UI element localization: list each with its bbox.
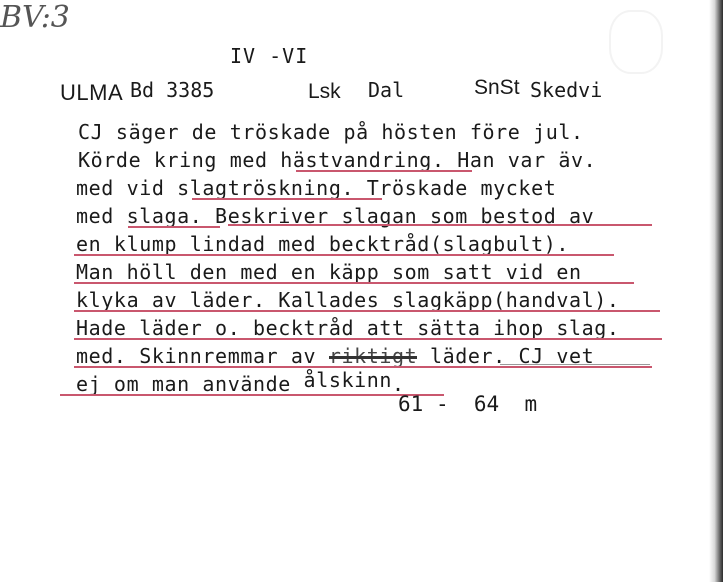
body-line-10-start: ej om man använde xyxy=(76,372,304,396)
body-line-9-end: läder. CJ vet xyxy=(417,344,595,368)
body-line-2: Körde kring med hästvandring. Han var äv. xyxy=(78,148,597,172)
parish-name: Skedvi xyxy=(530,78,603,102)
underline-line-5 xyxy=(74,254,614,256)
page-from: 61 xyxy=(398,392,424,416)
volume-number: Bd 3385 xyxy=(130,78,215,102)
landscape-name: Dal xyxy=(368,78,405,102)
underline-slaga xyxy=(128,226,220,228)
underline-hastvandring xyxy=(296,170,472,172)
catalog-mark: BV:3 xyxy=(0,0,70,35)
body-line-4: med slaga. Beskriver slagan som bestod av xyxy=(76,204,595,228)
underline-line-8 xyxy=(74,338,662,340)
faint-stamp-mark xyxy=(609,10,663,74)
inserted-word: ålskinn xyxy=(303,368,393,392)
underline-slagtroskning xyxy=(192,198,382,200)
body-line-1: CJ säger de tröskade på hösten före jul. xyxy=(78,120,584,144)
page-reference xyxy=(398,392,537,416)
body-line-3: med vid slagtröskning. Tröskade mycket xyxy=(76,176,557,200)
page-to: 64 xyxy=(473,392,500,416)
body-line-10 xyxy=(76,368,405,396)
underline-line-10 xyxy=(60,394,444,396)
body-line-9-start: med. Skinnremmar av xyxy=(76,344,329,368)
snst-label: SnSt xyxy=(474,76,520,99)
body-line-10-end: . xyxy=(392,372,405,396)
underline-line-6 xyxy=(74,282,634,284)
body-line-5: en klump lindad med becktråd(slagbult). xyxy=(76,232,569,256)
lsk-label: Lsk xyxy=(308,80,341,103)
body-line-6: Man höll den med en käpp som satt vid en xyxy=(76,260,582,284)
card-edge-shadow xyxy=(709,0,723,582)
body-line-7: klyka av läder. Kallades slagkäpp(handval). xyxy=(76,288,620,312)
page-dash: - xyxy=(435,392,449,416)
page-unit: m xyxy=(524,392,538,416)
archive-code: ULMA xyxy=(60,80,124,105)
underline-beskriver xyxy=(228,224,652,226)
section-range: IV -VI xyxy=(230,44,309,68)
struck-word: riktigt xyxy=(328,344,418,368)
pencil-line xyxy=(500,364,650,365)
underline-line-9 xyxy=(74,366,652,368)
body-line-8: Hade läder o. becktråd att sätta ihop slag. xyxy=(76,316,620,340)
underline-line-7 xyxy=(74,310,660,312)
